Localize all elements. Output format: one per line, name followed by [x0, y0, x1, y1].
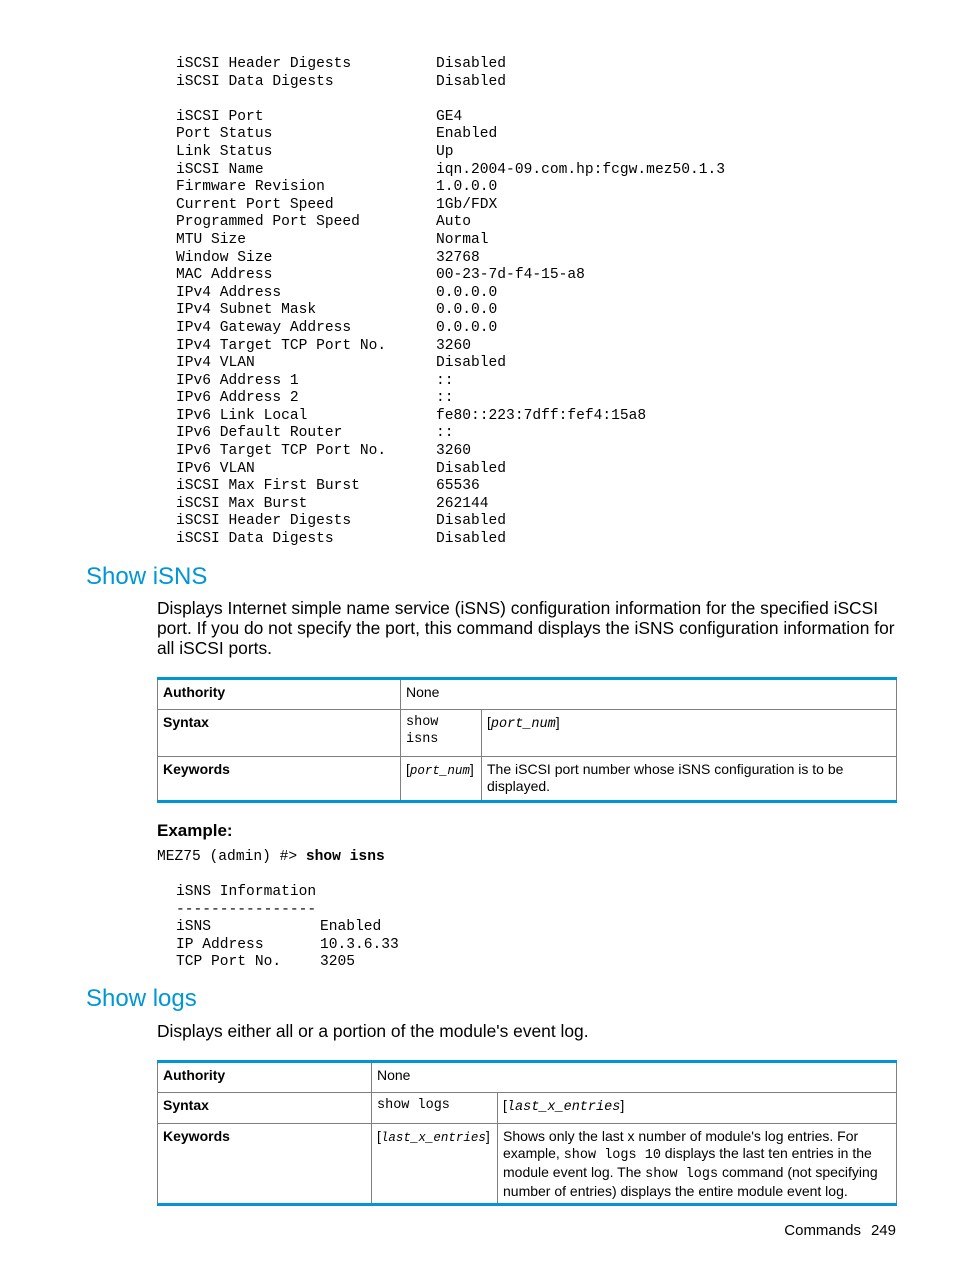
info-key: IPv4 Subnet Mask: [176, 302, 317, 319]
isns-output-block: [176, 884, 399, 972]
info-value: 0.0.0.0: [436, 319, 498, 336]
show-isns-heading: Show iSNS: [86, 563, 208, 590]
info-row: [176, 355, 725, 373]
kw-open-bracket: [: [377, 1128, 381, 1144]
info-row: [176, 250, 725, 268]
info-key: iSCSI Max Burst: [176, 495, 308, 512]
cli-prompt: MEZ75 (admin) #>: [157, 849, 306, 865]
info-value: 65536: [436, 478, 480, 495]
info-row: [176, 302, 725, 320]
info-key: IPv6 Default Router: [176, 425, 343, 442]
show-logs-table: [157, 1060, 897, 1206]
keyword-name: [401, 757, 482, 802]
info-value: Enabled: [320, 919, 382, 936]
syntax-label: Syntax: [158, 1093, 372, 1124]
info-row: [176, 74, 725, 92]
info-row: [176, 56, 725, 74]
info-key: MTU Size: [176, 231, 247, 248]
info-value: Disabled: [436, 73, 507, 90]
syntax-argument: [482, 710, 897, 757]
syntax-arg: last_x_entries: [506, 1100, 621, 1115]
info-key: Window Size: [176, 249, 273, 266]
show-isns-description: Displays Internet simple name service (iSNS) configuration information for the specified iSCSI port. If you do not specify the port, this command displays the iSNS configuration information for all iSCSI ports.: [157, 598, 895, 658]
info-key: TCP Port No.: [176, 954, 282, 971]
syntax-arg: port_num: [490, 717, 556, 732]
info-value: GE4: [436, 108, 463, 125]
syntax-label: Syntax: [158, 710, 401, 757]
info-value: 1Gb/FDX: [436, 196, 498, 213]
info-value: Up: [436, 143, 454, 160]
cli-command: show isns: [305, 849, 385, 865]
info-key: iSCSI Data Digests: [176, 531, 334, 548]
info-value: 1.0.0.0: [436, 179, 498, 196]
info-row: [176, 390, 725, 408]
info-key: IPv4 Gateway Address: [176, 319, 352, 336]
info-value: Disabled: [436, 460, 507, 477]
info-key: Programmed Port Speed: [176, 214, 360, 231]
syntax-command-line1: show: [406, 715, 439, 730]
info-value: iqn.2004-09.com.hp:fcgw.mez50.1.3: [436, 161, 726, 178]
example-command-line: [157, 849, 385, 865]
info-key: [176, 91, 436, 109]
info-value: Disabled: [436, 531, 507, 548]
authority-value: None: [372, 1062, 897, 1093]
page-number: 249: [870, 1222, 896, 1239]
syntax-row: [158, 1093, 897, 1124]
info-row: [176, 285, 725, 303]
info-row: [176, 937, 399, 955]
info-row: [176, 197, 725, 215]
info-value: 10.3.6.33: [320, 936, 399, 953]
info-value: 3260: [436, 337, 472, 354]
keyword-description: The iSCSI port number whose iSNS configuration is to be displayed.: [482, 757, 897, 802]
syntax-close-bracket: ]: [555, 714, 560, 730]
info-key: IPv6 VLAN: [176, 460, 255, 477]
port-info-block: [176, 56, 725, 549]
info-key: Port Status: [176, 126, 273, 143]
info-key: IPv4 Address: [176, 284, 282, 301]
example-label: Example:: [157, 821, 233, 840]
info-row: [176, 496, 725, 514]
show-logs-description: Displays either all or a portion of the module's event log.: [157, 1021, 589, 1041]
info-key: IPv6 Link Local: [176, 407, 308, 424]
info-key: iSCSI Port: [176, 108, 264, 125]
info-row: [176, 338, 725, 356]
syntax-open-bracket: [: [487, 714, 491, 730]
syntax-command: [401, 710, 482, 757]
authority-value: None: [401, 679, 897, 710]
info-row: [176, 513, 725, 531]
info-value: Disabled: [436, 56, 507, 72]
kw-arg: last_x_entries: [380, 1131, 486, 1145]
syntax-argument: [498, 1093, 897, 1124]
info-key: Current Port Speed: [176, 196, 334, 213]
kw-close-bracket: ]: [469, 761, 474, 777]
info-row: [176, 531, 725, 549]
info-row: [176, 408, 725, 426]
footer-section: Commands: [784, 1222, 861, 1239]
info-row: [176, 443, 725, 461]
info-row: [176, 884, 399, 902]
keywords-label: Keywords: [158, 1124, 372, 1205]
info-row: [176, 373, 725, 391]
show-logs-heading: Show logs: [86, 985, 197, 1012]
info-key: IPv6 Address 2: [176, 390, 299, 407]
kw-desc-part2: displays the last ten entries in the module event log. The: [503, 1145, 872, 1180]
info-row: [176, 232, 725, 250]
authority-row: [158, 679, 897, 710]
info-value: 00-23-7d-f4-15-a8: [436, 267, 585, 284]
authority-label: Authority: [158, 1062, 372, 1093]
info-key: IPv4 VLAN: [176, 355, 255, 372]
info-row: [176, 214, 725, 232]
syntax-row: [158, 710, 897, 757]
keyword-name: [372, 1124, 498, 1205]
info-key: IPv4 Target TCP Port No.: [176, 337, 387, 354]
info-value: 0.0.0.0: [436, 302, 498, 319]
info-value: 3260: [436, 443, 472, 460]
info-row: [176, 902, 399, 920]
kw-close-bracket: ]: [485, 1128, 490, 1144]
info-value: ::: [436, 425, 454, 442]
info-key: iSCSI Max First Burst: [176, 478, 360, 495]
kw-arg: port_num: [409, 764, 470, 778]
authority-label: Authority: [158, 679, 401, 710]
info-key: IPv6 Target TCP Port No.: [176, 443, 387, 460]
keywords-row: [158, 757, 897, 802]
info-key: Link Status: [176, 143, 273, 160]
page-footer: [774, 1222, 896, 1239]
info-value: 262144: [436, 495, 489, 512]
info-row: [176, 109, 725, 127]
info-row: [176, 126, 725, 144]
keywords-label: Keywords: [158, 757, 401, 802]
info-key: IP Address: [176, 936, 264, 953]
info-key: iSCSI Header Digests: [176, 56, 352, 72]
info-value: 32768: [436, 249, 480, 266]
syntax-command: show logs: [372, 1093, 498, 1124]
info-key: IPv6 Address 1: [176, 372, 299, 389]
info-row: [176, 179, 725, 197]
syntax-open-bracket: [: [503, 1097, 507, 1113]
syntax-close-bracket: ]: [620, 1097, 625, 1113]
info-value: Normal: [436, 231, 489, 248]
keyword-description: [498, 1124, 897, 1205]
info-value: Disabled: [436, 355, 507, 372]
info-row: [176, 91, 725, 109]
keywords-row: [158, 1124, 897, 1205]
info-row: [176, 461, 725, 479]
info-value: fe80::223:7dff:fef4:15a8: [436, 407, 647, 424]
authority-row: [158, 1062, 897, 1093]
info-key: iSNS Information: [176, 884, 317, 900]
info-value: ::: [436, 372, 454, 389]
info-key: iSNS: [176, 919, 212, 936]
info-value: Auto: [436, 214, 472, 231]
kw-inline-code-1: show logs 10: [563, 1148, 661, 1163]
syntax-command-line2: isns: [406, 732, 439, 747]
info-row: [176, 478, 725, 496]
info-key: iSCSI Data Digests: [176, 73, 334, 90]
kw-open-bracket: [: [406, 761, 410, 777]
info-key: iSCSI Name: [176, 161, 264, 178]
info-key: iSCSI Header Digests: [176, 513, 352, 530]
info-value: 0.0.0.0: [436, 284, 498, 301]
info-row: [176, 919, 399, 937]
info-row: [176, 267, 725, 285]
info-value: Disabled: [436, 513, 507, 530]
info-value: Enabled: [436, 126, 498, 143]
info-key: ----------------: [176, 901, 317, 918]
info-value: 3205: [320, 954, 356, 971]
info-row: [176, 144, 725, 162]
info-row: [176, 162, 725, 180]
info-row: [176, 320, 725, 338]
kw-desc-part3: command (not specifying number of entries) displays the entire module event log.: [503, 1164, 878, 1199]
kw-desc-part1: Shows only the last x number of module's log entries. For example,: [503, 1128, 859, 1161]
info-row: [176, 425, 725, 443]
info-key: Firmware Revision: [176, 179, 325, 196]
info-key: MAC Address: [176, 267, 273, 284]
kw-inline-code-2: show logs: [645, 1167, 719, 1182]
info-row: [176, 954, 399, 972]
show-isns-table: [157, 677, 897, 803]
info-value: ::: [436, 390, 454, 407]
